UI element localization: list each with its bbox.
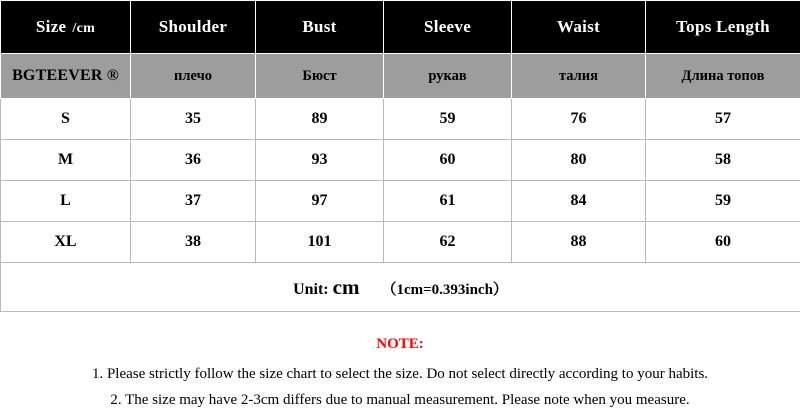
cell-size: S xyxy=(1,99,131,140)
note-line-2: 2. The size may have 2-3cm differs due to manual measurement. Please note when you measure. xyxy=(0,387,800,413)
subheader-tops-length-ru: Длина топов xyxy=(646,54,800,99)
cell-shoulder: 36 xyxy=(131,140,256,181)
cell-sleeve: 62 xyxy=(384,222,512,263)
table-row xyxy=(1,222,800,263)
cell-waist: 84 xyxy=(512,181,646,222)
cell-shoulder: 38 xyxy=(131,222,256,263)
cell-waist: 76 xyxy=(512,99,646,140)
column-header-shoulder: Shoulder xyxy=(131,1,256,54)
cell-shoulder: 37 xyxy=(131,181,256,222)
table-row xyxy=(1,140,800,181)
cell-waist: 88 xyxy=(512,222,646,263)
column-header-tops-length: Tops Length xyxy=(646,1,800,54)
column-header-sleeve: Sleeve xyxy=(384,1,512,54)
unit-value: cm xyxy=(333,275,378,300)
table-header-row xyxy=(1,1,800,54)
column-header-size-label: Size xyxy=(36,17,66,36)
unit-row xyxy=(1,263,800,312)
cell-bust: 93 xyxy=(256,140,384,181)
unit-conversion: （1cm=0.393inch） xyxy=(381,278,507,299)
cell-size: M xyxy=(1,140,131,181)
cell-tops-length: 60 xyxy=(646,222,800,263)
notes-title: NOTE: xyxy=(0,336,800,353)
subheader-sleeve-ru: рукав xyxy=(384,54,512,99)
cell-bust: 89 xyxy=(256,99,384,140)
cell-sleeve: 59 xyxy=(384,99,512,140)
cell-bust: 101 xyxy=(256,222,384,263)
subheader-bust-ru: Бюст xyxy=(256,54,384,99)
cell-tops-length: 58 xyxy=(646,140,800,181)
cell-tops-length: 59 xyxy=(646,181,800,222)
cell-sleeve: 60 xyxy=(384,140,512,181)
column-header-size-unit: /cm xyxy=(66,21,95,36)
table-row xyxy=(1,181,800,222)
unit-label: Unit: xyxy=(293,281,329,299)
subheader-waist-ru: талия xyxy=(512,54,646,99)
subheader-shoulder-ru: плечо xyxy=(131,54,256,99)
cell-size: XL xyxy=(1,222,131,263)
column-header-waist: Waist xyxy=(512,1,646,54)
column-header-size xyxy=(1,1,131,54)
cell-sleeve: 61 xyxy=(384,181,512,222)
unit-cell xyxy=(1,263,800,312)
note-line-1: 1. Please strictly follow the size chart to select the size. Do not select directly according to your habits. xyxy=(0,361,800,387)
brand-label: BGTEEVER ® xyxy=(1,54,131,99)
cell-waist: 80 xyxy=(512,140,646,181)
cell-bust: 97 xyxy=(256,181,384,222)
cell-tops-length: 57 xyxy=(646,99,800,140)
cell-shoulder: 35 xyxy=(131,99,256,140)
table-subheader-row xyxy=(1,54,800,99)
column-header-bust: Bust xyxy=(256,1,384,54)
cell-size: L xyxy=(1,181,131,222)
table-row xyxy=(1,99,800,140)
